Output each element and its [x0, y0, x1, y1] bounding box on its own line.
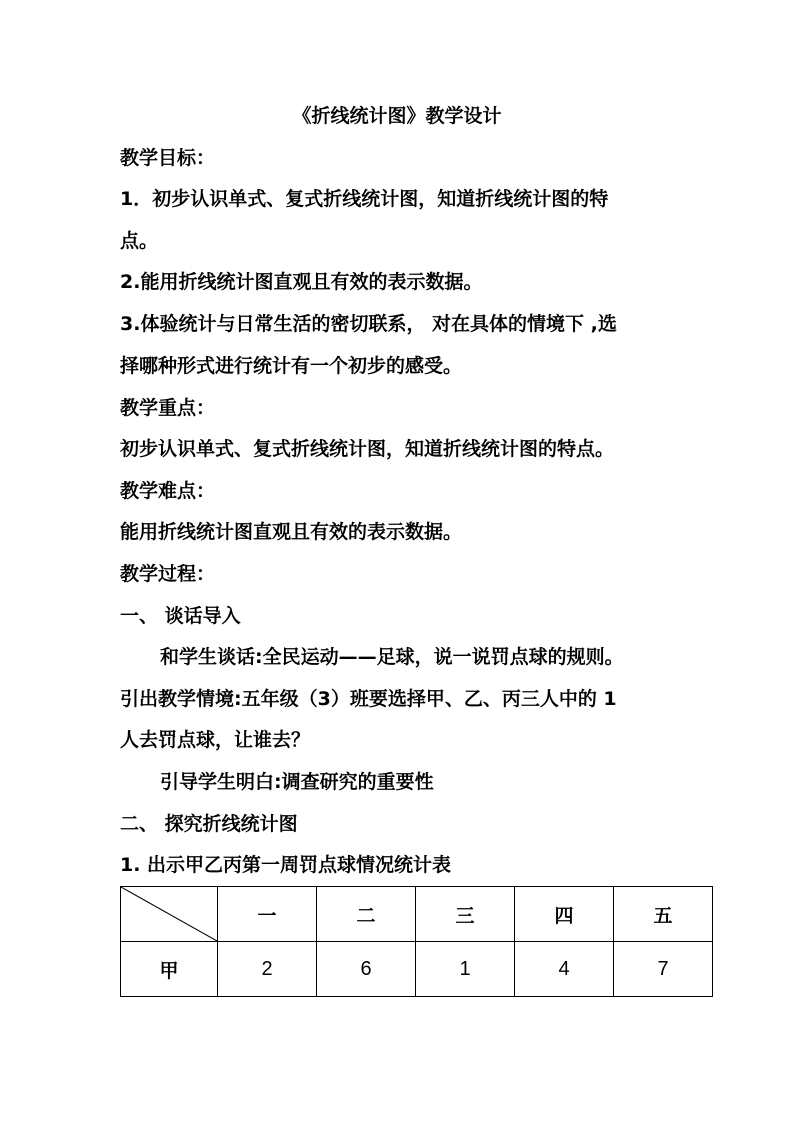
- step-1-text: 1. 出示甲乙丙第一周罚点球情况统计表: [120, 854, 452, 876]
- section-1-paragraph-2-line1: 引出教学情境:五年级（3）班要选择甲、乙、丙三人中的 1: [120, 688, 617, 710]
- objectives-heading: 教学目标：: [120, 147, 216, 169]
- table-cell: 7: [614, 942, 713, 997]
- difficulties-text: 能用折线统计图直观且有效的表示数据。: [120, 521, 463, 543]
- section-1-paragraph-1: 和学生谈话:全民运动——足球，说一说罚点球的规则。: [160, 646, 624, 668]
- objective-2: 2.能用折线统计图直观且有效的表示数据。: [120, 271, 483, 293]
- table-row-label: 甲: [121, 942, 218, 997]
- table-header-cell: 五: [614, 887, 713, 942]
- table-row: [121, 942, 713, 997]
- difficulties-heading: 教学难点：: [120, 480, 216, 502]
- key-points-text: 初步认识单式、复式折线统计图，知道折线统计图的特点。: [120, 438, 615, 460]
- section-1-paragraph-2-line2: 人去罚点球，让谁去？: [120, 729, 311, 751]
- section-1-heading: 一、 谈话导入: [120, 605, 241, 627]
- table-cell: 1: [416, 942, 515, 997]
- diagonal-divider: [121, 887, 217, 941]
- table-header-row: [121, 887, 713, 942]
- table-header-cell: 一: [218, 887, 317, 942]
- table-corner-cell: [121, 887, 218, 942]
- section-1-paragraph-3: 引导学生明白:调查研究的重要性: [160, 771, 434, 793]
- table-cell: 2: [218, 942, 317, 997]
- objective-1-line2: 点。: [120, 230, 159, 252]
- table-header-cell: 二: [317, 887, 416, 942]
- table-header-cell: 四: [515, 887, 614, 942]
- table-header-cell: 三: [416, 887, 515, 942]
- key-points-heading: 教学重点：: [120, 397, 216, 419]
- section-2-heading: 二、 探究折线统计图: [120, 813, 298, 835]
- process-heading: 教学过程：: [120, 563, 216, 585]
- objective-1-line1: 1．初步认识单式、复式折线统计图，知道折线统计图的特: [120, 188, 609, 210]
- table-cell: 6: [317, 942, 416, 997]
- penalty-stats-table: [120, 886, 713, 997]
- table-cell: 4: [515, 942, 614, 997]
- document-title: 《折线统计图》教学设计: [292, 105, 502, 127]
- objective-3-line2: 择哪种形式进行统计有一个初步的感受。: [120, 355, 463, 377]
- objective-3-line1: 3.体验统计与日常生活的密切联系， 对在具体的情境下 ,选: [120, 313, 617, 335]
